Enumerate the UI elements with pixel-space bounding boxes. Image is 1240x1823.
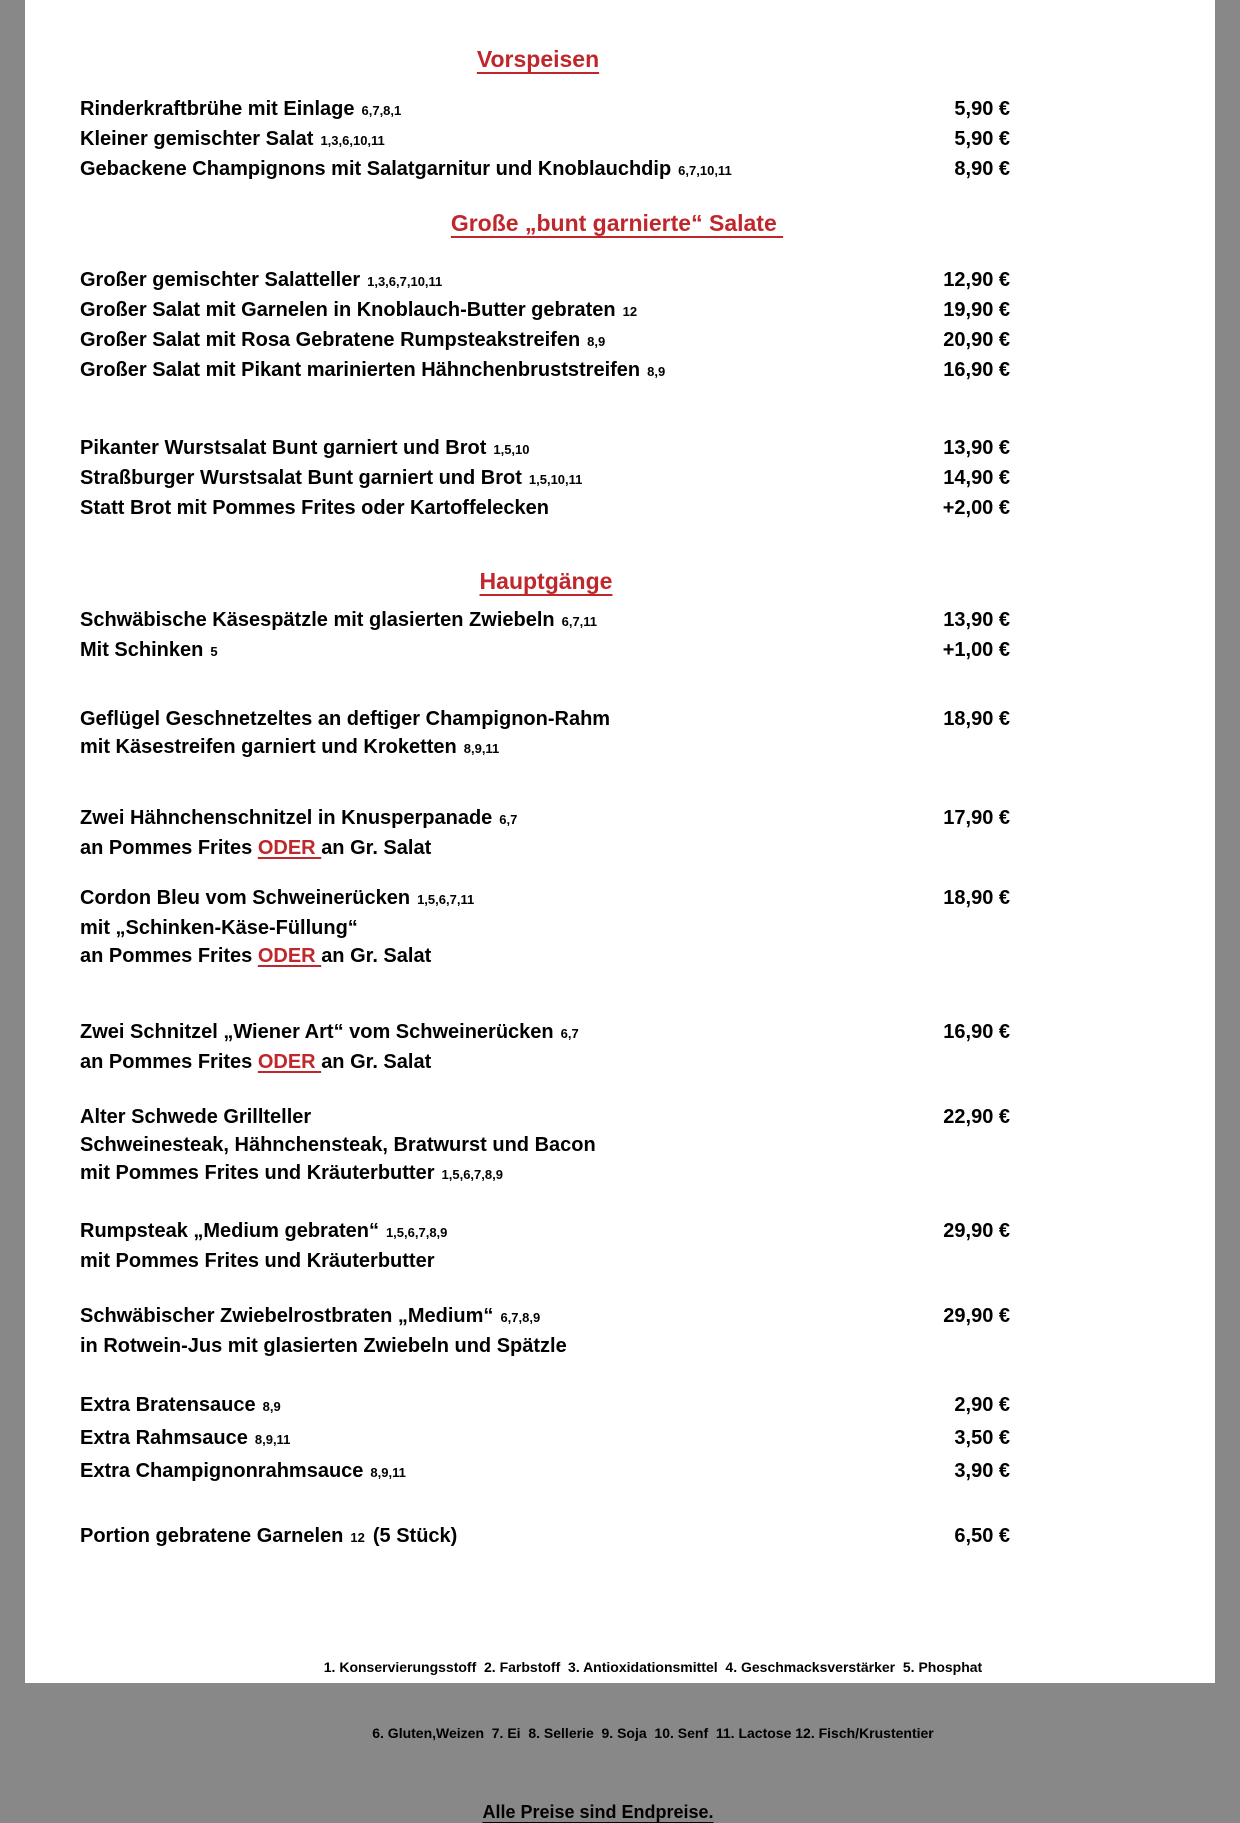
menu-item-row	[25, 1103, 1215, 1131]
allergen-codes: 1,5,6,7,8,9	[441, 1167, 503, 1182]
item-price: +1,00 €	[942, 639, 1010, 661]
item-name: Großer Salat mit Pikant marinierten Hähnchenbruststreifen	[80, 359, 641, 381]
menu-item-row	[25, 1217, 1215, 1247]
item-name-suffix: (5 Stück)	[372, 1525, 458, 1547]
menu-item-text	[80, 95, 401, 125]
menu-item-text	[80, 356, 665, 386]
section-title-row	[25, 566, 1215, 596]
oder-emphasis: ODER	[257, 945, 322, 967]
section-title: Vorspeisen	[476, 46, 600, 72]
allergen-codes: 12	[622, 304, 638, 319]
section-title-row	[25, 44, 1215, 74]
item-subline-pre: an Pommes Frites	[80, 1051, 258, 1073]
item-subline-text: mit Pommes Frites und Kräuterbutter	[80, 1250, 435, 1272]
item-price: +2,00 €	[942, 497, 1010, 519]
item-price: 19,90 €	[943, 299, 1010, 321]
menu-item-subline	[80, 733, 499, 763]
item-price: 12,90 €	[943, 269, 1010, 291]
item-price: 13,90 €	[943, 609, 1010, 631]
item-subline-post: an Gr. Salat	[321, 1051, 432, 1073]
allergen-codes: 6,7,10,11	[678, 163, 732, 178]
item-name: Straßburger Wurstsalat Bunt garniert und Brot	[80, 467, 522, 489]
menu-item-row	[25, 356, 1215, 386]
item-name: Extra Bratensauce	[80, 1394, 256, 1416]
menu-item	[25, 1103, 1215, 1189]
menu-item-text	[80, 266, 442, 296]
menu-item-subline	[80, 1247, 435, 1275]
item-price: 6,50 €	[954, 1525, 1010, 1547]
item-name: Alter Schwede Grillteller	[80, 1106, 312, 1128]
item-price: 5,90 €	[954, 128, 1010, 150]
allergen-codes: 6,7,8,1	[361, 103, 402, 118]
price-note: Alle Preise sind Endpreise.	[482, 1802, 714, 1822]
item-name: Schwäbischer Zwiebelrostbraten „Medium“	[80, 1305, 494, 1327]
item-price: 22,90 €	[943, 1106, 1010, 1128]
item-name: Großer gemischter Salatteller	[80, 269, 361, 291]
menu-item-subline-row	[25, 1131, 1215, 1159]
menu-item	[25, 356, 1215, 386]
allergen-codes: 1,5,6,7,8,9	[385, 1225, 448, 1240]
menu-item-text	[80, 1217, 447, 1247]
menu-item-row	[25, 95, 1215, 125]
allergen-codes: 8,9	[647, 364, 666, 379]
allergen-legend-line2: 6. Gluten,Weizen 7. Ei 8. Sellerie 9. Soja 10. Senf 11. Lactose 12. Fisch/Krustentier	[372, 1725, 934, 1741]
menu-item-text	[80, 1018, 579, 1048]
menu-item-row	[25, 1302, 1215, 1332]
menu-item-text	[80, 464, 582, 494]
item-subline-pre: an Pommes Frites	[80, 837, 258, 859]
menu-item-row	[25, 1018, 1215, 1048]
menu-item-subline	[80, 1048, 431, 1076]
allergen-codes: 6,7	[499, 812, 518, 827]
allergen-codes: 1,5,6,7,11	[417, 892, 475, 907]
menu-item-row	[25, 125, 1215, 155]
menu-item	[25, 606, 1215, 636]
item-name: Pikanter Wurstsalat Bunt garniert und Brot	[80, 437, 487, 459]
menu-item	[25, 1424, 1215, 1454]
item-subline-text: in Rotwein-Jus mit glasierten Zwiebeln und Spätzle	[80, 1335, 567, 1357]
menu-item-row	[25, 464, 1215, 494]
allergen-codes: 8,9,11	[254, 1432, 291, 1447]
oder-emphasis: ODER	[257, 837, 322, 859]
item-price: 16,90 €	[943, 1021, 1010, 1043]
menu-item	[25, 1391, 1215, 1421]
menu-item	[25, 125, 1215, 155]
menu-item-row	[25, 1391, 1215, 1421]
item-subline-text: Schweinesteak, Hähnchensteak, Bratwurst und Bacon	[80, 1134, 596, 1156]
item-name: Gebackene Champignons mit Salatgarnitur und Knoblauchdip	[80, 158, 672, 180]
item-price: 3,90 €	[954, 1460, 1010, 1482]
menu-item	[25, 705, 1215, 763]
item-name: Portion gebratene Garnelen	[80, 1525, 344, 1547]
section-title: Große „bunt garnierte“ Salate	[450, 210, 784, 236]
item-price: 13,90 €	[943, 437, 1010, 459]
menu-page	[25, 0, 1215, 1822]
menu-item-subline-row	[25, 1159, 1215, 1189]
menu-item-text	[80, 326, 605, 356]
menu-item-subline	[80, 1332, 567, 1360]
menu-item	[25, 1302, 1215, 1360]
allergen-codes: 8,9,11	[463, 741, 500, 756]
menu-item	[25, 1217, 1215, 1275]
item-subline-pre: an Pommes Frites	[80, 945, 258, 967]
menu-item-subline-row	[25, 914, 1215, 942]
item-name: Mit Schinken	[80, 639, 204, 661]
item-name: Extra Rahmsauce	[80, 1427, 248, 1449]
item-price: 5,90 €	[954, 98, 1010, 120]
item-subline-post: an Gr. Salat	[321, 945, 432, 967]
item-price: 18,90 €	[943, 887, 1010, 909]
allergen-codes: 6,7	[560, 1026, 579, 1041]
item-price: 2,90 €	[954, 1394, 1010, 1416]
item-name: Geflügel Geschnetzeltes an deftiger Champignon-Rahm	[80, 708, 611, 730]
item-subline-text: mit Pommes Frites und Kräuterbutter	[80, 1162, 435, 1184]
menu-item-text	[80, 1103, 311, 1131]
item-subline-text: mit Käsestreifen garniert und Kroketten	[80, 736, 457, 758]
item-subline-post: an Gr. Salat	[321, 837, 432, 859]
menu-item-text	[80, 125, 385, 155]
menu-item-row	[25, 326, 1215, 356]
item-name: Extra Champignonrahmsauce	[80, 1460, 364, 1482]
allergen-codes: 1,3,6,7,10,11	[367, 274, 443, 289]
menu-item	[25, 636, 1215, 666]
menu-item	[25, 804, 1215, 862]
menu-item-row	[25, 1522, 1215, 1552]
menu-item-text	[80, 705, 610, 733]
item-price: 8,90 €	[954, 158, 1010, 180]
allergen-legend	[58, 1612, 1240, 1788]
allergen-codes: 12	[350, 1530, 365, 1545]
menu-item-subline-row	[25, 1247, 1215, 1275]
item-subline-text: mit „Schinken-Käse-Füllung“	[80, 917, 358, 939]
menu-item	[25, 266, 1215, 296]
menu-item-text	[80, 804, 517, 834]
menu-item-text	[80, 636, 218, 666]
menu-item	[25, 434, 1215, 464]
menu-item	[25, 464, 1215, 494]
item-name: Kleiner gemischter Salat	[80, 128, 314, 150]
allergen-codes: 8,9	[262, 1399, 281, 1414]
item-price: 29,90 €	[943, 1220, 1010, 1242]
menu-item-text	[80, 1522, 457, 1552]
menu-item	[25, 326, 1215, 356]
menu-item-subline-row	[25, 1048, 1215, 1076]
item-price: 18,90 €	[943, 708, 1010, 730]
menu-item-text	[80, 155, 732, 185]
menu-item-subline-row	[25, 733, 1215, 763]
menu-item-row	[25, 606, 1215, 636]
item-name: Statt Brot mit Pommes Frites oder Kartoffelecken	[80, 497, 549, 519]
menu-item-text	[80, 884, 474, 914]
menu-item-text	[80, 1424, 290, 1454]
menu-item-text	[80, 1391, 281, 1421]
menu-item-text	[80, 606, 597, 636]
menu-item-subline	[80, 914, 358, 942]
menu-item	[25, 1457, 1215, 1487]
menu-item-text	[80, 1457, 406, 1487]
item-price: 16,90 €	[943, 359, 1010, 381]
menu-item-subline-row	[25, 942, 1215, 970]
menu-item-row	[25, 494, 1215, 522]
item-name: Cordon Bleu vom Schweinerücken	[80, 887, 411, 909]
menu-item-row	[25, 434, 1215, 464]
item-name: Zwei Schnitzel „Wiener Art“ vom Schweinerücken	[80, 1021, 554, 1043]
allergen-codes: 6,7,8,9	[500, 1310, 541, 1325]
menu-item	[25, 494, 1215, 522]
item-name: Schwäbische Käsespätzle mit glasierten Zwiebeln	[80, 609, 555, 631]
item-price: 29,90 €	[943, 1305, 1010, 1327]
allergen-codes: 8,9	[587, 334, 606, 349]
item-name: Großer Salat mit Garnelen in Knoblauch-Butter gebraten	[80, 299, 616, 321]
menu-item-subline	[80, 1159, 503, 1189]
item-price: 17,90 €	[943, 807, 1010, 829]
item-name: Rinderkraftbrühe mit Einlage	[80, 98, 355, 120]
menu-item	[25, 95, 1215, 125]
allergen-codes: 1,5,10	[493, 442, 530, 457]
menu-item-text	[80, 296, 637, 326]
allergen-codes: 8,9,11	[370, 1465, 406, 1480]
section-title: Hauptgänge	[479, 568, 613, 594]
menu-item-text	[80, 494, 549, 522]
menu-item-subline	[80, 942, 431, 970]
section-title-row	[25, 208, 1215, 238]
item-price: 20,90 €	[943, 329, 1010, 351]
menu-item-row	[25, 705, 1215, 733]
menu-item-text	[80, 1302, 540, 1332]
menu-item-row	[25, 1457, 1215, 1487]
item-name: Großer Salat mit Rosa Gebratene Rumpsteakstreifen	[80, 329, 581, 351]
menu-item-subline-row	[25, 1332, 1215, 1360]
allergen-legend-line1: 1. Konservierungsstoff 2. Farbstoff 3. Antioxidationsmittel 4. Geschmacksverstärker 5. Phosphat	[323, 1659, 983, 1675]
menu-item-text	[80, 434, 530, 464]
menu-item	[25, 1018, 1215, 1076]
menu-item-row	[25, 1424, 1215, 1454]
allergen-codes: 5	[210, 644, 218, 659]
menu-item	[25, 884, 1215, 970]
oder-emphasis: ODER	[257, 1051, 322, 1073]
allergen-codes: 6,7,11	[561, 614, 598, 629]
item-name: Rumpsteak „Medium gebraten“	[80, 1220, 379, 1242]
menu-item-row	[25, 296, 1215, 326]
menu-item-row	[25, 636, 1215, 666]
allergen-codes: 1,5,10,11	[528, 472, 583, 487]
menu-item-row	[25, 884, 1215, 914]
price-note-row	[3, 1802, 1193, 1823]
menu-item	[25, 1522, 1215, 1552]
menu-item-subline	[80, 1131, 596, 1159]
item-price: 3,50 €	[954, 1427, 1010, 1449]
menu-item	[25, 155, 1215, 185]
menu-item-subline	[80, 834, 431, 862]
allergen-codes: 1,3,6,10,11	[320, 133, 385, 148]
item-price: 14,90 €	[943, 467, 1010, 489]
menu-sections	[25, 44, 1215, 1552]
menu-item-row	[25, 804, 1215, 834]
menu-item	[25, 296, 1215, 326]
menu-item-row	[25, 266, 1215, 296]
menu-item-subline-row	[25, 834, 1215, 862]
item-name: Zwei Hähnchenschnitzel in Knusperpanade	[80, 807, 493, 829]
menu-item-row	[25, 155, 1215, 185]
